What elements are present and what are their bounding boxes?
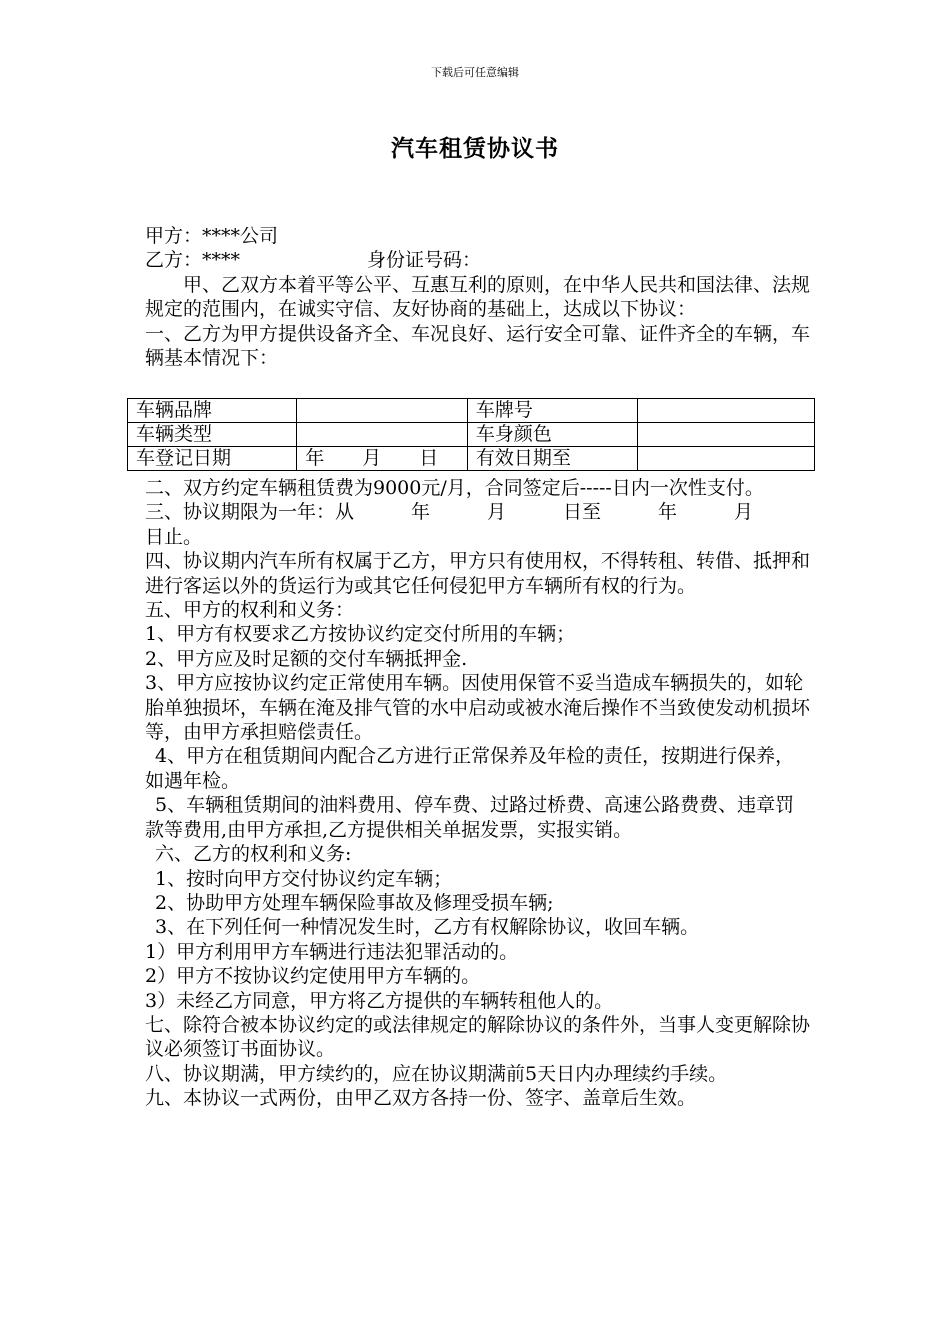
clause-3: 三、协议期限为一年：从 年 月 日至 年 月 日止。 xyxy=(145,501,811,548)
table-cell: 年 月 日 xyxy=(297,447,468,471)
clause-5-4: 4、甲方在租赁期间内配合乙方进行正常保养及年检的责任，按期进行保养，如遇年检。 xyxy=(145,745,795,792)
clause-6-3-1: 1）甲方利用甲方车辆进行违法犯罪活动的。 xyxy=(145,940,519,963)
clause-5-5: 5、车辆租赁期间的油料费用、停车费、过路过桥费、高速公路费费、违章罚款等费用,由甲方承担,乙方提供相关单据发票，实报实销。 xyxy=(145,794,795,841)
table-cell xyxy=(297,423,468,447)
party-b-id-label: 身份证号码： xyxy=(367,249,482,272)
table-cell: 有效日期至 xyxy=(467,447,637,471)
clause-6-3-3: 3）未经乙方同意，甲方将乙方提供的车辆转租他人的。 xyxy=(145,989,614,1012)
table-cell: 车辆品牌 xyxy=(128,399,297,423)
document-title: 汽车租赁协议书 xyxy=(391,135,559,162)
clause-6-2: 2、协助甲方处理车辆保险事故及修理受损车辆; xyxy=(155,891,554,914)
table-cell: 车辆类型 xyxy=(128,423,297,447)
table-cell: 车登记日期 xyxy=(128,447,297,471)
clause-5-1: 1、甲方有权要求乙方按协议约定交付所用的车辆； xyxy=(145,623,576,646)
table-cell xyxy=(638,447,815,471)
clause-9: 九、本协议一式两份，由甲乙双方各持一份、签字、盖章后生效。 xyxy=(145,1087,697,1110)
vehicle-info-table xyxy=(127,398,815,471)
contract-preamble xyxy=(145,224,810,370)
table-row xyxy=(128,423,815,447)
clause-2: 二、双方约定车辆租赁费为9000元/月，合同签定后-----日内一次性支付。 xyxy=(145,477,764,499)
clause-6-3-2: 2）甲方不按协议约定使用甲方车辆的。 xyxy=(145,965,481,988)
clause-1: 一、乙方为甲方提供设备齐全、车况良好、运行安全可靠、证件齐全的车辆，车辆基本情况下： xyxy=(145,322,811,370)
intro-paragraph: 甲、乙双方本着平等公平、互惠互利的原则，在中华人民共和国法律、法规规定的范围内，在诚实守信、友好协商的基础上，达成以下协议： xyxy=(145,273,811,321)
clause-4: 四、协议期内汽车所有权属于乙方，甲方只有使用权，不得转租、转借、抵押和进行客运以外的货运行为或其它任何侵犯甲方车辆所有权的行为。 xyxy=(145,550,811,597)
table-cell: 车牌号 xyxy=(467,399,637,423)
clause-5-2: 2、甲方应及时足额的交付车辆抵押金. xyxy=(145,647,468,670)
table-cell xyxy=(638,423,815,447)
party-b-row xyxy=(145,248,810,272)
table-cell: 车身颜色 xyxy=(467,423,637,447)
clause-7: 七、除符合被本协议约定的或法律规定的解除协议的条件外，当事人变更解除协议必须签订书面协议。 xyxy=(145,1013,811,1061)
table-row xyxy=(128,399,815,423)
party-b-label: 乙方：**** xyxy=(145,249,241,272)
clause-5-3: 3、甲方应按协议约定正常使用车辆。因使用保管不妥当造成车辆损失的，如轮胎单独损坏，车辆在淹及排气管的水中启动或被水淹后操作不当致使发动机损坏等，由甲方承担赔偿责任。 xyxy=(145,672,811,744)
clause-6-3: 3、在下列任何一种情况发生时，乙方有权解除协议，收回车辆。 xyxy=(155,916,700,939)
contract-clauses xyxy=(145,476,810,1111)
table-row xyxy=(128,447,815,471)
table-cell xyxy=(638,399,815,423)
header-note: 下载后可任意编辑 xyxy=(431,66,519,79)
clause-8: 八、协议期满，甲方续约的，应在协议期满前5天日内办理续约手续。 xyxy=(145,1062,728,1085)
party-a: 甲方：****公司 xyxy=(145,225,279,247)
clause-6-heading: 六、乙方的权利和义务: xyxy=(155,843,352,866)
clause-5-heading: 五、甲方的权利和义务： xyxy=(145,599,355,622)
clause-6-1: 1、按时向甲方交付协议约定车辆； xyxy=(155,867,453,890)
table-cell xyxy=(297,399,468,423)
